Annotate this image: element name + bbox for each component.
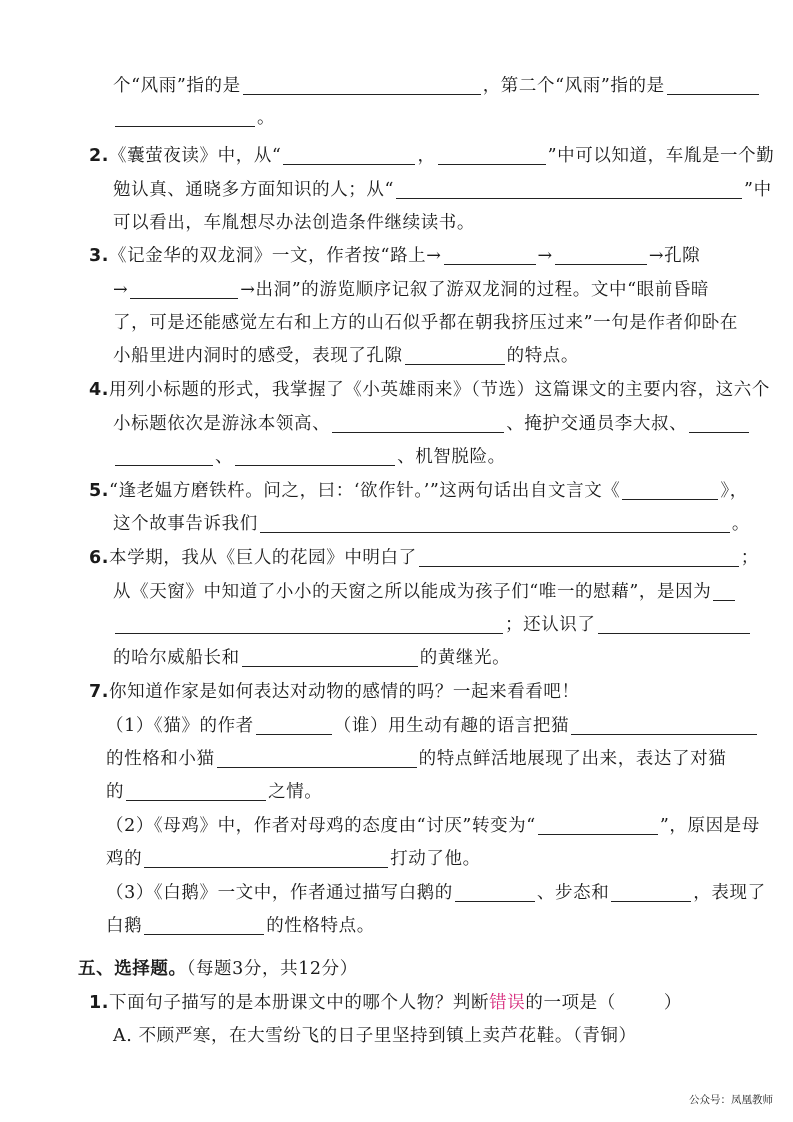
- answer-blank[interactable]: [622, 481, 718, 500]
- section-title: 五、选择题。: [78, 959, 187, 979]
- choice-1-option-a: A. 不顾严寒，在大雪纷飞的日子里坚持到镇上卖芦花鞋。（青铜）: [113, 1026, 637, 1046]
- answer-blank[interactable]: [444, 246, 536, 265]
- question-number: 1.: [89, 993, 110, 1013]
- answer-blank[interactable]: [115, 108, 255, 127]
- question-number: 7.: [89, 682, 110, 702]
- answer-blank[interactable]: [115, 615, 503, 634]
- emphasis-word: 错误: [489, 993, 526, 1013]
- answer-blank[interactable]: [571, 716, 757, 735]
- question-3: 3.《记金华的双龙洞》一文，作者按“路上→ → →孔隙: [89, 246, 701, 266]
- answer-blank[interactable]: [438, 146, 546, 165]
- q1-line-1: 个“风雨”指的是 ，第二个“风雨”指的是: [113, 74, 761, 98]
- question-2: 2.《囊萤夜读》中，从“ ， ”中可以知道，车胤是一个勤: [89, 146, 775, 166]
- answer-blank[interactable]: [538, 816, 658, 835]
- answer-blank[interactable]: [242, 648, 418, 667]
- question-4: 4.用列小标题的形式，我掌握了《小英雄雨来》（节选）这篇课文的主要内容，这六个: [89, 380, 770, 400]
- section-5-heading: [78, 957, 358, 981]
- answer-blank[interactable]: [689, 414, 749, 433]
- answer-blank[interactable]: [126, 782, 266, 801]
- answer-blank[interactable]: [256, 716, 332, 735]
- q7-sub-1-line-1: （1）《猫》的作者 （谁）用生动有趣的语言把猫: [106, 714, 759, 738]
- answer-blank[interactable]: [332, 414, 504, 433]
- question-number: 3.: [89, 246, 110, 266]
- question-7: 7.你知道作家是如何表达对动物的感情的吗？一起来看看吧！: [89, 682, 580, 702]
- q6-line-2: 从《天窗》中知道了小小的天窗之所以能成为孩子们“唯一的慰藉”，是因为: [113, 580, 737, 604]
- question-number: 5.: [89, 481, 110, 501]
- question-6: 6.本学期，我从《巨人的花园》中明白了 ；: [89, 548, 759, 568]
- answer-blank[interactable]: [419, 548, 739, 567]
- answer-blank[interactable]: [455, 883, 535, 902]
- answer-blank[interactable]: [115, 447, 213, 466]
- choice-question-1: 1.下面句子描写的是本册课文中的哪个人物？判断错误的一项是（ ）: [89, 993, 682, 1013]
- q7-sub-2-line-2: 鸡的 打动了他。: [106, 849, 481, 869]
- q3-line-4: 小船里进内洞时的感受，表现了孔隙 的特点。: [113, 346, 580, 366]
- q3-line-3: 了，可是还能感觉左右和上方的山石似乎都在朝我挤压过来”一句是作者仰卧在: [113, 313, 738, 333]
- answer-blank[interactable]: [555, 246, 647, 265]
- answer-blank[interactable]: [667, 76, 759, 95]
- q6-line-3: ；还认识了: [113, 613, 752, 637]
- q1-line-2: 。: [113, 106, 275, 130]
- answer-blank[interactable]: [144, 849, 388, 868]
- q7-sub-1-line-2: 的性格和小猫 的特点鲜活地展现了出来，表达了对猫: [106, 749, 727, 769]
- answer-blank[interactable]: [130, 280, 238, 299]
- q2-line-3: 可以看出，车胤想尽办法创造条件继续读书。: [113, 213, 475, 233]
- q4-line-2: 小标题依次是游泳本领高、 、掩护交通员李大叔、: [113, 412, 751, 436]
- q7-sub-3-line-2: 白鹅 的性格特点。: [106, 916, 375, 936]
- answer-blank[interactable]: [713, 582, 735, 601]
- question-number: 4.: [89, 380, 110, 400]
- answer-blank[interactable]: [235, 447, 395, 466]
- q3-line-2: → →出洞”的游览顺序记叙了游双龙洞的过程。文中“眼前昏暗: [113, 280, 710, 300]
- q7-sub-2-line-1: （2）《母鸡》中，作者对母鸡的态度由“讨厌”转变为“ ”，原因是母: [106, 816, 760, 836]
- answer-blank[interactable]: [598, 615, 750, 634]
- q6-line-4: 的哈尔威船长和 的黄继光。: [113, 648, 511, 668]
- q4-line-3: 、 、机智脱险。: [113, 445, 506, 469]
- section-note: （每题3分，共12分）: [186, 959, 358, 979]
- question-number: 6.: [89, 548, 110, 568]
- q2-line-2: 勉认真、通晓多方面知识的人；从“ ”中: [113, 180, 772, 200]
- footer-wechat-account: 公众号：凤凰教师: [689, 1094, 773, 1106]
- answer-blank[interactable]: [260, 514, 730, 533]
- q7-sub-1-line-3: 的 之情。: [106, 782, 323, 802]
- answer-blank[interactable]: [396, 180, 742, 199]
- answer-blank[interactable]: [611, 883, 691, 902]
- answer-blank[interactable]: [217, 749, 417, 768]
- question-number: 2.: [89, 146, 110, 166]
- answer-blank[interactable]: [405, 346, 505, 365]
- q5-line-2: 这个故事告诉我们 。: [113, 514, 750, 534]
- answer-blank[interactable]: [283, 146, 415, 165]
- q7-sub-3-line-1: （3）《白鹅》一文中，作者通过描写白鹅的 、步态和 ，表现了: [106, 883, 766, 903]
- answer-blank[interactable]: [144, 916, 264, 935]
- question-5: 5.“逢老媪方磨铁杵。问之，曰：‘欲作针。’”这两句话出自文言文《 》，: [89, 481, 748, 501]
- answer-blank[interactable]: [243, 76, 481, 95]
